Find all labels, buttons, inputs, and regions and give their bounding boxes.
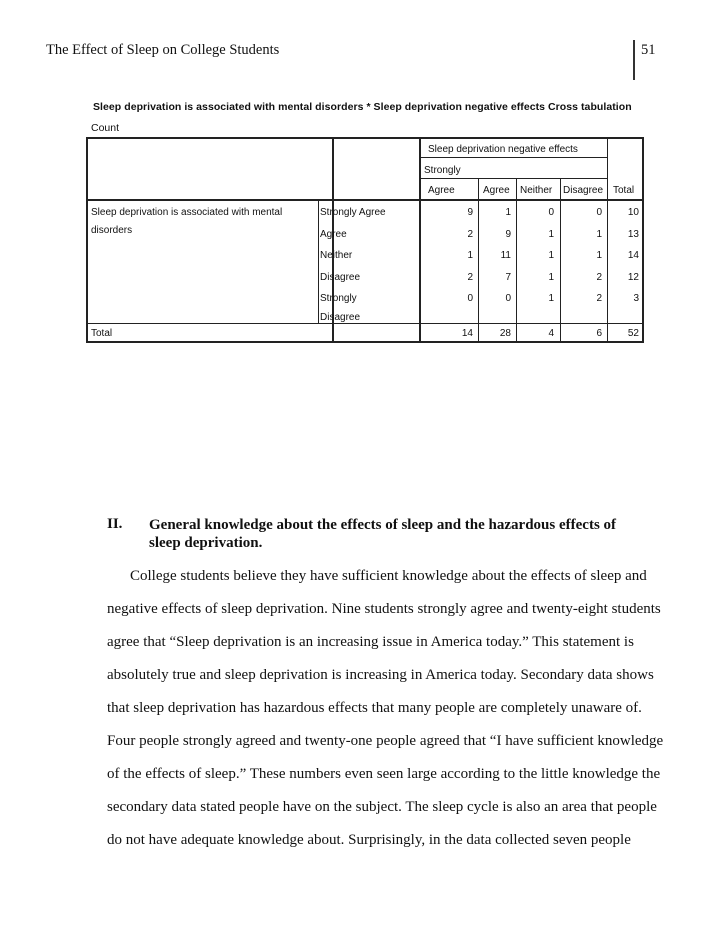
- paragraph-line-1: College students believe they have sufficient knowledge about the effects of sleep and: [130, 568, 647, 584]
- col-header-strongly-agree: Agree: [428, 185, 455, 196]
- col-header-total: Total: [613, 185, 635, 196]
- cell-a-n: 1: [548, 229, 554, 240]
- cell-total-sa: 14: [461, 328, 473, 339]
- row-variable-label: Sleep deprivation is associated with mental: [91, 207, 283, 218]
- col-header-agree: Agree: [483, 185, 510, 196]
- cell-n-n: 1: [548, 250, 554, 261]
- cell-a-d: 1: [596, 229, 602, 240]
- row-label-strongly-disagree-cont: Disagree: [320, 312, 361, 323]
- page-number: 51: [641, 42, 656, 58]
- cell-sd-total: 3: [633, 293, 639, 304]
- col-header-neither: Neither: [520, 185, 553, 196]
- cell-a-a: 9: [505, 229, 511, 240]
- crosstab-title: Sleep deprivation is associated with mental disorders * Sleep deprivation negative effects Cross tabulation: [93, 101, 632, 113]
- running-header-title: The Effect of Sleep on College Students: [46, 42, 280, 58]
- header-divider: [633, 40, 635, 80]
- cell-sd-a: 0: [505, 293, 511, 304]
- paragraph-line-5: that sleep deprivation has hazardous effects that many people are completely unaware of.: [107, 700, 642, 716]
- row-label-disagree: Disagree: [320, 272, 361, 283]
- cell-total-n: 4: [548, 328, 554, 339]
- row-label-neither: Neither: [320, 250, 353, 261]
- cell-sa-n: 0: [548, 207, 554, 218]
- column-group-underline: [421, 157, 607, 158]
- column-strongly-underline: [421, 178, 607, 179]
- cell-d-a: 7: [505, 272, 511, 283]
- table-vline-rowlabel: [318, 201, 319, 323]
- cell-sd-n: 1: [548, 293, 554, 304]
- section-heading: General knowledge about the effects of sleep and the hazardous effects of sleep deprivation.: [149, 517, 617, 551]
- crosstab-count-label: Count: [91, 122, 120, 134]
- col-header-disagree: Disagree: [563, 185, 604, 196]
- cell-total-d: 6: [596, 328, 602, 339]
- row-label-strongly-disagree: Strongly: [320, 293, 357, 304]
- paragraph-line-9: do not have adequate knowledge about. Surprisingly, in the data collected seven people: [107, 832, 631, 848]
- section-numeral: II.: [107, 516, 123, 532]
- col-header-strongly: Strongly: [424, 165, 461, 176]
- row-label-strongly-agree: Strongly Agree: [320, 207, 386, 218]
- total-row-label: Total: [91, 328, 113, 339]
- cell-d-sa: 2: [467, 272, 473, 283]
- paragraph-line-8: secondary data stated people have on the subject. The sleep cycle is also an area that people: [107, 799, 657, 815]
- cell-total-a: 28: [499, 328, 511, 339]
- paragraph-line-2: negative effects of sleep deprivation. Nine students strongly agree and twenty-eight students: [107, 601, 661, 617]
- table-border-left: [86, 137, 88, 343]
- paragraph-line-4: absolutely true and sleep deprivation is increasing in America today. Secondary data shows: [107, 667, 654, 683]
- cell-total-total: 52: [627, 328, 639, 339]
- cell-sa-sa: 9: [467, 207, 473, 218]
- paragraph-line-7: of the effects of sleep.” These numbers even seen large according to the little knowledge the: [107, 766, 661, 782]
- cell-n-total: 14: [627, 250, 639, 261]
- column-group-label: Sleep deprivation negative effects: [428, 144, 578, 155]
- cell-sa-d: 0: [596, 207, 602, 218]
- cell-n-sa: 1: [467, 250, 473, 261]
- row-variable-label-cont: disorders: [91, 225, 133, 236]
- crosstab-table: [86, 137, 644, 343]
- cell-sa-a: 1: [505, 207, 511, 218]
- cell-d-d: 2: [596, 272, 602, 283]
- cell-sa-total: 10: [627, 207, 639, 218]
- table-border-right: [642, 137, 644, 343]
- paragraph-line-3: agree that “Sleep deprivation is an increasing issue in America today.” This statement is: [107, 634, 634, 650]
- table-border-top: [86, 137, 644, 139]
- paragraph-line-6: Four people strongly agreed and twenty-one people agreed that “I have sufficient knowledge: [107, 733, 664, 749]
- cell-a-sa: 2: [467, 229, 473, 240]
- row-label-agree: Agree: [320, 229, 347, 240]
- cell-d-total: 12: [627, 272, 639, 283]
- cell-sd-sa: 0: [467, 293, 473, 304]
- table-vline-data2: [419, 137, 421, 343]
- cell-n-a: 11: [500, 250, 511, 261]
- cell-n-d: 1: [596, 250, 602, 261]
- cell-a-total: 13: [627, 229, 639, 240]
- cell-sd-d: 2: [596, 293, 602, 304]
- cell-d-n: 1: [548, 272, 554, 283]
